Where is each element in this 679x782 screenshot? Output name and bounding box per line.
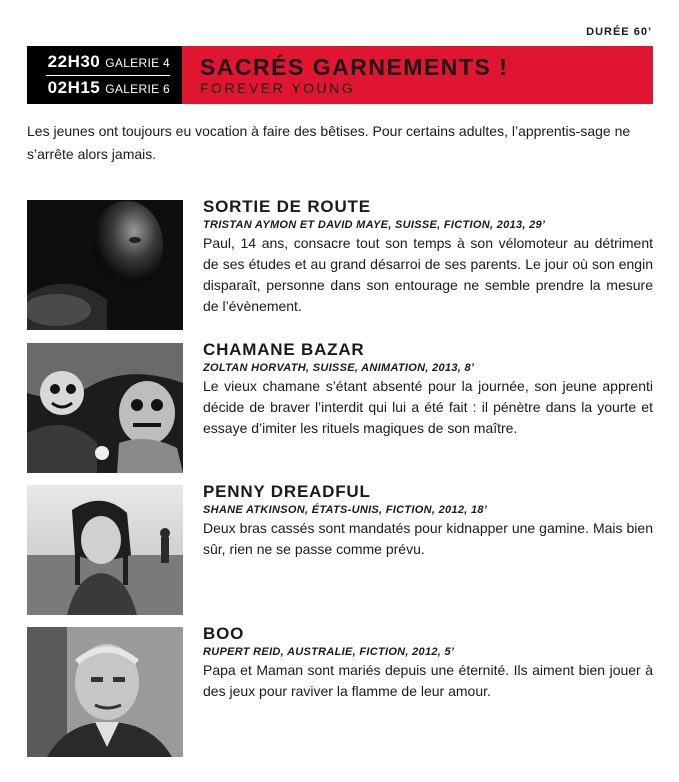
film-title: CHAMANE BAZAR — [203, 340, 365, 359]
film-credits: RUPERT REID, AUSTRALIE, FICTION, 2012, 5’ — [203, 646, 455, 658]
film-still — [27, 627, 183, 757]
film-entry — [27, 624, 653, 757]
schedule-box — [27, 46, 182, 104]
schedule-place: GALERIE 4 — [105, 55, 170, 70]
film-credits: SHANE ATKINSON, ÉTATS-UNIS, FICTION, 2012, 18’ — [203, 504, 488, 516]
film-entry — [27, 197, 653, 330]
program-title: SACRÉS GARNEMENTS ! — [200, 54, 509, 80]
intro-text: Les jeunes ont toujours eu vocation à faire des bêtises. Pour certains adultes, l’apprentis-sage ne s’arrête alors jamais. — [27, 123, 631, 162]
film-still — [27, 200, 183, 330]
film-entry — [27, 482, 653, 615]
film-credits: ZOLTAN HORVATH, SUISSE, ANIMATION, 2013, 8’ — [203, 362, 475, 374]
film-info — [203, 482, 653, 615]
film-description: Le vieux chamane s’étant absenté pour la journée, son jeune apprenti décide de braver l’interdit qui lui a été fait : il pénètre dans la yourte et essaye d’imiter les rituels magiques de son maître. — [203, 378, 653, 436]
schedule-time: 02H15 — [47, 77, 101, 97]
program-title-box — [182, 46, 653, 104]
program-subtitle: FOREVER YOUNG — [200, 80, 356, 96]
schedule-time: 22H30 — [47, 51, 101, 71]
film-info — [203, 624, 653, 757]
schedule-place: GALERIE 6 — [105, 81, 170, 96]
film-credits: TRISTAN AYMON ET DAVID MAYE, SUISSE, FICTION, 2013, 29’ — [203, 219, 546, 231]
film-title: SORTIE DE ROUTE — [203, 197, 371, 216]
film-info — [203, 197, 653, 330]
film-title: PENNY DREADFUL — [203, 482, 371, 501]
film-entry — [27, 340, 653, 473]
duration-label: DURÉE 60’ — [586, 26, 652, 38]
film-description: Papa et Maman sont mariés depuis une éternité. Ils aiment bien jouer à des jeux pour raviver la flamme de leur amour. — [203, 662, 653, 699]
program-banner — [27, 46, 653, 104]
film-still — [27, 343, 183, 473]
film-still — [27, 485, 183, 615]
film-description: Paul, 14 ans, consacre tout son temps à son vélomoteur au détriment de ses études et au grand désarroi de ses parents. Le jour où son engin disparaît, personne dans son entourage ne semble prendre la mesure de l’évènement. — [203, 235, 653, 314]
film-title: BOO — [203, 624, 245, 643]
film-info — [203, 340, 653, 473]
film-description: Deux bras cassés sont mandatés pour kidnapper une gamine. Mais bien sûr, rien ne se passe comme prévu. — [203, 520, 653, 557]
schedule-row — [48, 51, 170, 74]
schedule-divider — [46, 75, 170, 76]
schedule-row — [48, 77, 170, 100]
